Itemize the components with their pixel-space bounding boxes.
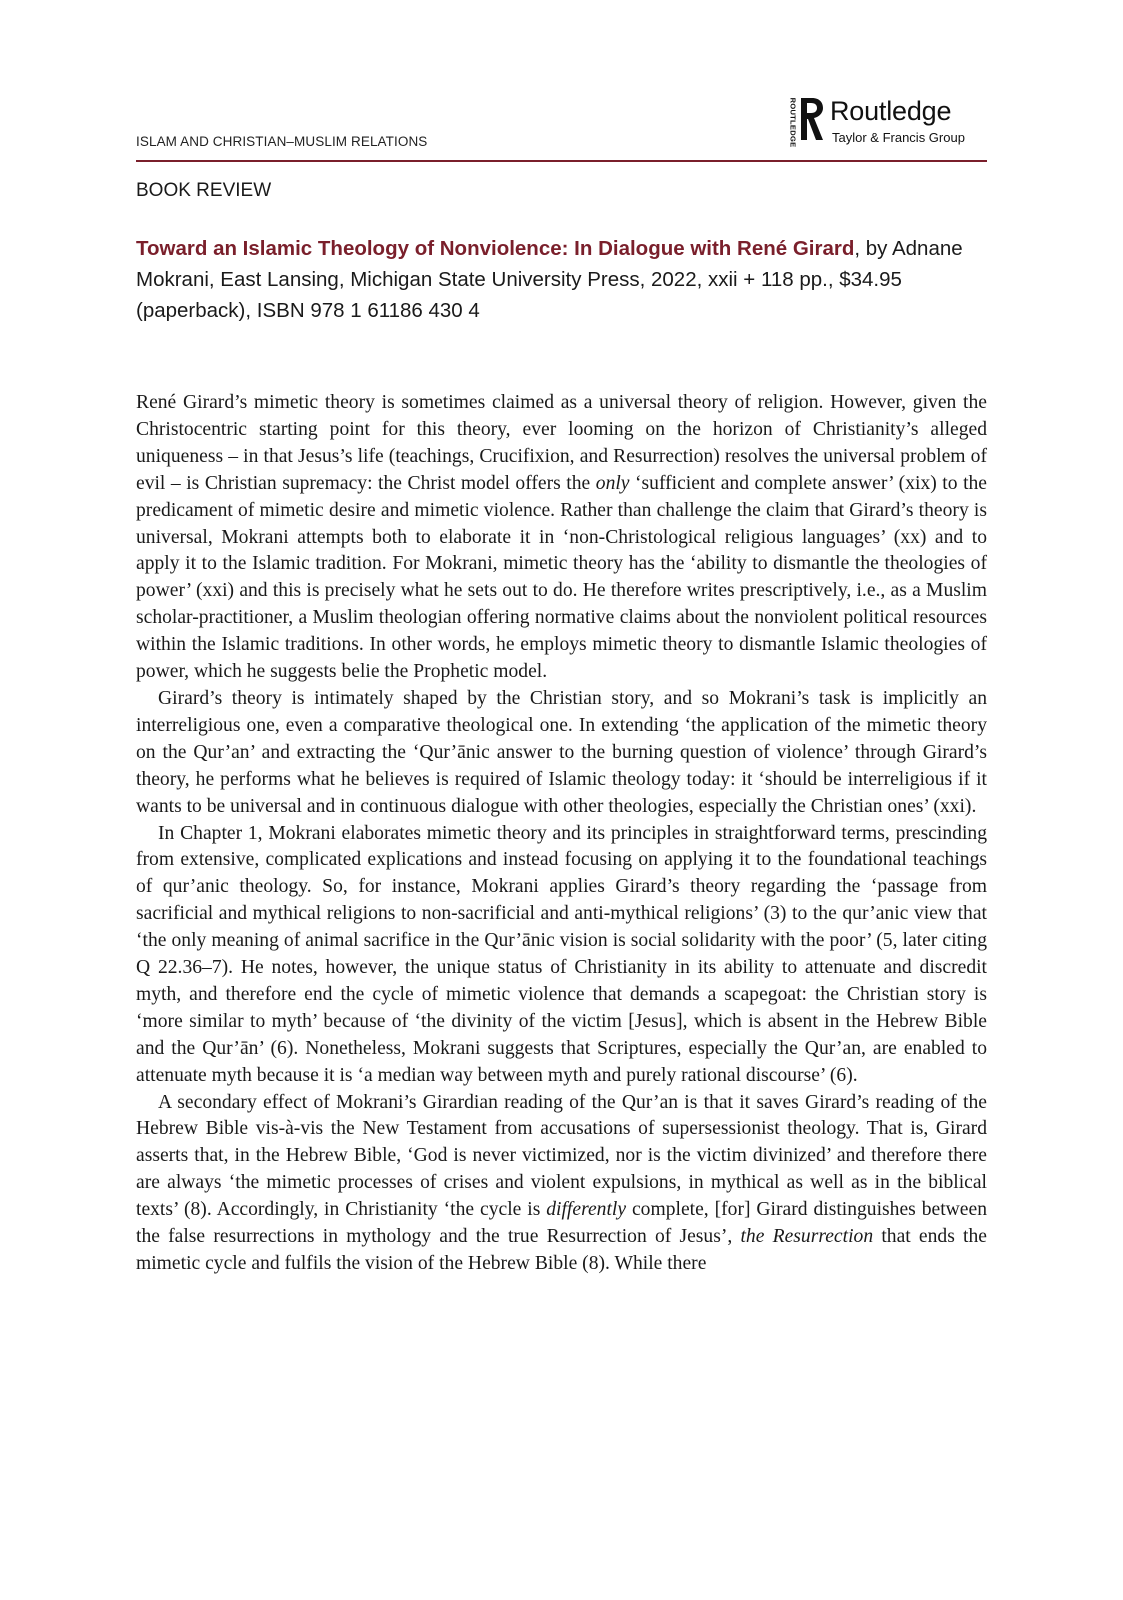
paragraph-4: A secondary effect of Mokrani’s Girardian reading of the Qur’an is that it saves Girard’s reading of the Hebrew Bible vis-à-vis the New Testament from accusations of supersessionist theology. That is, Girard asserts that, in the Hebrew Bible, ‘God is never victimized, nor is the victim divinized’ and therefore there are always ‘the mimetic processes of crises and violent expulsions, in mythical as well as in the biblical texts’ (8). Accordingly, in Christianity ‘the cycle is differently complete, [for] Girard distinguishes between the false resurrections in mythology and the true Resurrection of Jesus’, the Resurrection that ends the mimetic cycle and fulfils the vision of the Hebrew Bible (8). While there [136,1091,987,1274]
book-citation [136,233,987,326]
paragraph-1: René Girard’s mimetic theory is sometimes claimed as a universal theory of religion. However, given the Christocentric starting point for this theory, ever looming on the horizon of Christianity’s alleged uniqueness – in that Jesus’s life (teachings, Crucifixion, and Resurrection) resolves the universal problem of evil – is Christian supremacy: the Christ model offers the only ‘sufficient and complete answer’ (xix) to the predicament of mimetic desire and mimetic violence. Rather than challenge the claim that Girard’s theory is universal, Mokrani attempts both to elaborate it in ‘non-Christological religious languages’ (xx) and to apply it to the Islamic tradition. For Mokrani, mimetic theory has the ‘ability to dismantle the theologies of power’ (xxi) and this is precisely what he sets out to do. He therefore writes prescriptively, i.e., as a Muslim scholar-practitioner, a Muslim theologian offering normative claims about the nonviolent political resources within the Islamic traditions. In other words, he employs mimetic theory to dismantle Islamic theologies of power, which he suggests belie the Prophetic model. [136,392,988,683]
review-body [136,390,987,1278]
paragraph-2: Girard’s theory is intimately shaped by the Christian story, and so Mokrani’s task is implicitly an interreligious one, even a comparative theological one. In extending ‘the application of the mimetic theory on the Qur’an’ and extracting the ‘Qur’ānic answer to the burning question of violence’ through Girard’s theory, he performs what he believes is required of Islamic theology today: it ‘should be interreligious if it wants to be universal and in continuous dialogue with other theologies, especially the Christian ones’ (xxi). [136,687,987,817]
header-rule [136,160,987,162]
emphasis-only: only [595,472,630,494]
publisher-group: Taylor & Francis Group [832,130,965,145]
book-details: , by Adnane Mokrani, East Lansing, Michigan State University Press, 2022, xxii + 118 pp., $34.95 (paperback), ISBN 978 1 61186 430 4 [136,237,963,322]
section-label: BOOK REVIEW [136,180,272,201]
publisher-vertical-mark: ROUTLEDGE [788,97,798,148]
journal-running-head: ISLAM AND CHRISTIAN–MUSLIM RELATIONS [136,134,428,149]
paragraph-3: In Chapter 1, Mokrani elaborates mimetic theory and its principles in straightforward terms, prescinding from extensive, complicated explications and instead focusing on applying it to the foundational teachings of qur’anic theology. So, for instance, Mokrani applies Girard’s theory regarding the ‘passage from sacrificial and mythical religions to non-sacrificial and anti-mythical religions’ (3) to the qur’anic view that ‘the only meaning of animal sacrifice in the Qur’ānic vision is social solidarity with the poor’ (5, later citing Q 22.36–7). He notes, however, the unique status of Christianity in its ability to attenuate and discredit myth, and therefore end the cycle of mimetic violence that demands a scapegoat: the Christian story is ‘more similar to myth’ because of ‘the divinity of the victim [Jesus], which is absent in the Hebrew Bible and the Qur’ān’ (6). Nonetheless, Mokrani suggests that Scriptures, especially the Qur’an, are enabled to attenuate myth because it is ‘a median way between myth and purely rational discourse’ (6). [136,822,987,1086]
routledge-emblem-icon [798,96,824,148]
book-title: Toward an Islamic Theology of Nonviolence: In Dialogue with René Girard [136,237,855,260]
emphasis-the-resurrection: the Resurrection [740,1226,874,1248]
emphasis-differently: differently [546,1199,627,1221]
publisher-logo [786,96,986,152]
publisher-name: Routledge [830,96,952,126]
